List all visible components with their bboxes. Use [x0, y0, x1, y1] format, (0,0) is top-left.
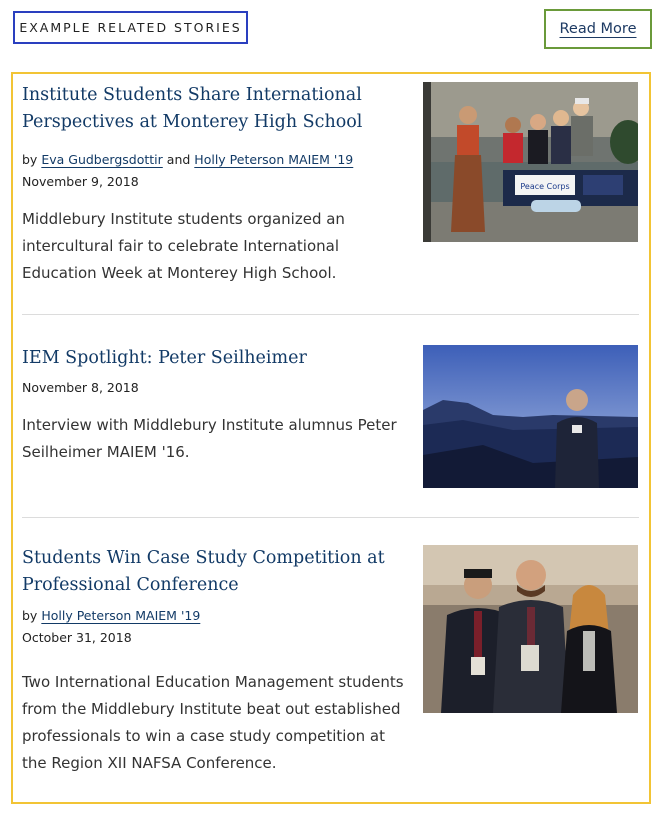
section-label: EXAMPLE RELATED STORIES: [13, 11, 248, 44]
story-photo-image: [423, 545, 638, 713]
story-divider: [22, 517, 639, 518]
author-link[interactable]: Eva Gudbergsdottir: [41, 152, 163, 167]
story-card: [22, 82, 639, 312]
related-stories-list: [11, 72, 651, 804]
story-photo[interactable]: [423, 345, 638, 488]
story-summary: Two International Education Management students from the Middlebury Institute beat out established professionals to win a case study competition at the Region XII NAFSA Conference.: [22, 673, 404, 772]
byline-prefix: by: [22, 152, 38, 167]
photo-banner-text: Peace Corps: [520, 182, 570, 191]
story-title[interactable]: Institute Students Share International Perspectives at Monterey High School: [22, 85, 363, 132]
story-card: [22, 545, 639, 805]
story-summary: Middlebury Institute students organized an intercultural fair to celebrate International Education Week at Monterey High School.: [22, 210, 345, 282]
read-more-link[interactable]: Read More: [544, 9, 652, 49]
story-photo[interactable]: [423, 82, 638, 242]
story-byline: [22, 152, 353, 167]
story-card: [22, 345, 639, 495]
story-photo[interactable]: [423, 545, 638, 713]
byline-conjunction: and: [166, 152, 191, 167]
byline-prefix: by: [22, 608, 38, 623]
author-link[interactable]: Holly Peterson MAIEM '19: [194, 152, 354, 167]
story-divider: [22, 314, 639, 315]
story-date: November 9, 2018: [22, 174, 139, 189]
story-date: October 31, 2018: [22, 630, 132, 645]
story-title[interactable]: IEM Spotlight: Peter Seilheimer: [22, 348, 307, 368]
story-summary: Interview with Middlebury Institute alumnus Peter Seilheimer MAIEM '16.: [22, 416, 397, 461]
story-photo-image: [423, 345, 638, 488]
story-title[interactable]: Students Win Case Study Competition at Professional Conference: [22, 548, 385, 595]
story-date: November 8, 2018: [22, 380, 139, 395]
story-photo-image: [423, 82, 638, 242]
author-link[interactable]: Holly Peterson MAIEM '19: [41, 608, 201, 623]
story-byline: [22, 608, 200, 623]
